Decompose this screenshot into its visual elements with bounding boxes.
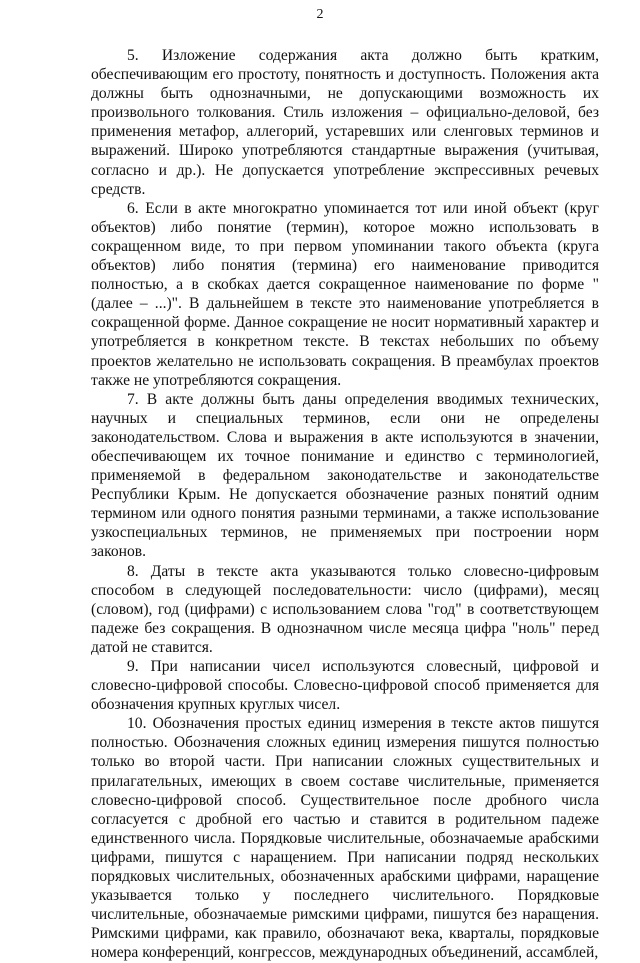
document-body: [91, 46, 599, 963]
paragraph-7: 7. В акте должны быть даны определения вводимых технических, научных и специальных терминов, если они не определены законодательством. Слова и выражения в акте используются в значении, обеспечивающем их точное понимание и единство с терминологией, применяемой в федеральном законодательстве и законодательстве Республики Крым. Не допускается обозначение разных понятий одним термином или одного понятия разными терминами, а также использование узкоспециальных терминов, не применяемых при построении норм законов.: [91, 390, 599, 561]
paragraph-10: 10. Обозначения простых единиц измерения в тексте актов пишутся полностью. Обозначения сложных единиц измерения пишутся полностью только во второй части. При написании сложных существительных и прилагательных, имеющих в своем составе числительные, применяется словесно-цифровой способ. Существительное после дробного числа согласуется с дробной его частью и ставится в родительном падеже единственного числа. Порядковые числительные, обозначаемые арабскими цифрами, пишутся с наращением. При написании подряд нескольких порядковых числительных, обозначенных арабскими цифрами, наращение указывается только у последнего числительного. Порядковые числительные, обозначаемые римскими цифрами, пишутся без наращения. Римскими цифрами, как правило, обозначают века, кварталы, порядковые номера конференций, конгрессов, международных объединений, ассамблей,: [91, 715, 599, 962]
paragraph-5: 5. Изложение содержания акта должно быть кратким, обеспечивающим его простоту, понятность и доступность. Положения акта должны быть однозначными, не допускающими возможность их произвольного толкования. Стиль изложения – официально-деловой, без применения метафор, аллегорий, устаревших или сленговых терминов и выражений. Широко употребляются стандартные выражения (учитывая, согласно и др.). Не допускается употребление экспрессивных речевых средств.: [91, 47, 599, 198]
paragraph-6: 6. Если в акте многократно упоминается тот или иной объект (круг объектов) либо понятие (термин), которое можно использовать в сокращенном виде, то при первом упоминании такого объекта (круга объектов) либо понятия (термина) его наименование приводится полностью, а в скобках дается сокращенное наименование по форме "(далее – ...)". В дальнейшем в тексте это наименование употребляется в сокращенной форме. Данное сокращение не носит нормативный характер и употребляется в конкретном тексте. В текстах небольших по объему проектов желательно не использовать сокращения. В преамбулах проектов также не употребляются сокращения.: [91, 199, 599, 389]
page-number: 2: [316, 7, 324, 22]
paragraph-8: 8. Даты в тексте акта указываются только словесно-цифровым способом в следующей последовательности: число (цифрами), месяц (словом), год (цифрами) с использованием слова "год" в соответствующем падеже без сокращения. В однозначном числе месяца цифра "ноль" перед датой не ставится.: [91, 562, 599, 656]
paragraph-9: 9. При написании чисел используются словесный, цифровой и словесно-цифровой способы. Словесно-цифровой способ применяется для обозначения крупных круглых чисел.: [91, 658, 599, 714]
